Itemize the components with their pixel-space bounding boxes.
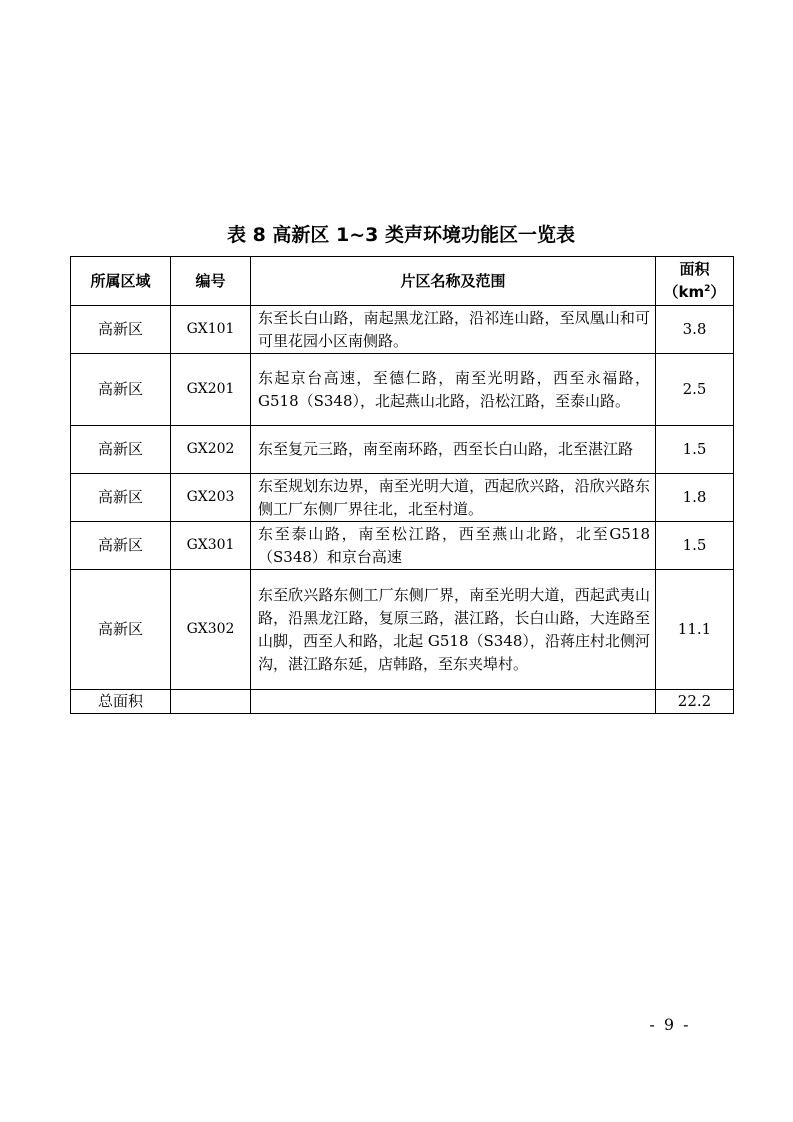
header-area-label: 面积	[679, 260, 710, 278]
area-cell: 3.8	[656, 306, 734, 354]
header-code: 编号	[171, 257, 251, 306]
region-cell: 高新区	[71, 522, 171, 570]
region-cell: 高新区	[71, 570, 171, 690]
table-row	[71, 522, 734, 570]
region-cell: 高新区	[71, 474, 171, 522]
table-caption: 表 8 高新区 1~3 类声环境功能区一览表	[226, 224, 576, 246]
noise-zone-table	[70, 256, 734, 714]
scope-cell: 东至欣兴路东侧工厂东侧厂界，南至光明大道，西起武夷山路，沿黑龙江路，复原三路，湛江路，长白山路，大连路至山脚，西至人和路，北起 G518（S348），沿蒋庄村北侧河沟，湛江路东延，店韩路，至东夹埠村。	[251, 570, 656, 690]
code-cell: GX203	[171, 474, 251, 522]
region-cell: 高新区	[71, 354, 171, 426]
code-cell: GX201	[171, 354, 251, 426]
scope-cell: 东起京台高速，至德仁路，南至光明路，西至永福路，G518（S348），北起燕山北路，沿松江路，至泰山路。	[251, 354, 656, 426]
scope-cell: 东至复元三路，南至南环路，西至长白山路，北至湛江路	[251, 426, 656, 474]
table-row	[71, 426, 734, 474]
code-cell: GX301	[171, 522, 251, 570]
table-row	[71, 306, 734, 354]
total-row	[71, 690, 734, 714]
empty-cell	[251, 690, 656, 714]
area-cell: 11.1	[656, 570, 734, 690]
empty-cell	[171, 690, 251, 714]
header-region: 所属区域	[71, 257, 171, 306]
total-area: 22.2	[656, 690, 734, 714]
code-cell: GX302	[171, 570, 251, 690]
region-cell: 高新区	[71, 306, 171, 354]
area-cell: 1.8	[656, 474, 734, 522]
code-cell: GX101	[171, 306, 251, 354]
area-cell: 2.5	[656, 354, 734, 426]
scope-cell: 东至泰山路，南至松江路，西至燕山北路，北至G518（S348）和京台高速	[251, 522, 656, 570]
table-row	[71, 570, 734, 690]
scope-cell: 东至长白山路，南起黑龙江路，沿祁连山路，至凤凰山和可可里花园小区南侧路。	[251, 306, 656, 354]
header-area-unit: $(km^2)$	[663, 283, 726, 301]
header-area	[656, 257, 734, 306]
page-number: - 9 -	[649, 1015, 691, 1034]
table-row	[71, 474, 734, 522]
table-row	[71, 354, 734, 426]
area-cell: 1.5	[656, 426, 734, 474]
code-cell: GX202	[171, 426, 251, 474]
table-header-row	[71, 257, 734, 306]
area-cell: 1.5	[656, 522, 734, 570]
total-label: 总面积	[71, 690, 171, 714]
scope-cell: 东至规划东边界，南至光明大道，西起欣兴路，沿欣兴路东侧工厂东侧厂界往北，北至村道。	[251, 474, 656, 522]
header-scope: 片区名称及范围	[251, 257, 656, 306]
region-cell: 高新区	[71, 426, 171, 474]
